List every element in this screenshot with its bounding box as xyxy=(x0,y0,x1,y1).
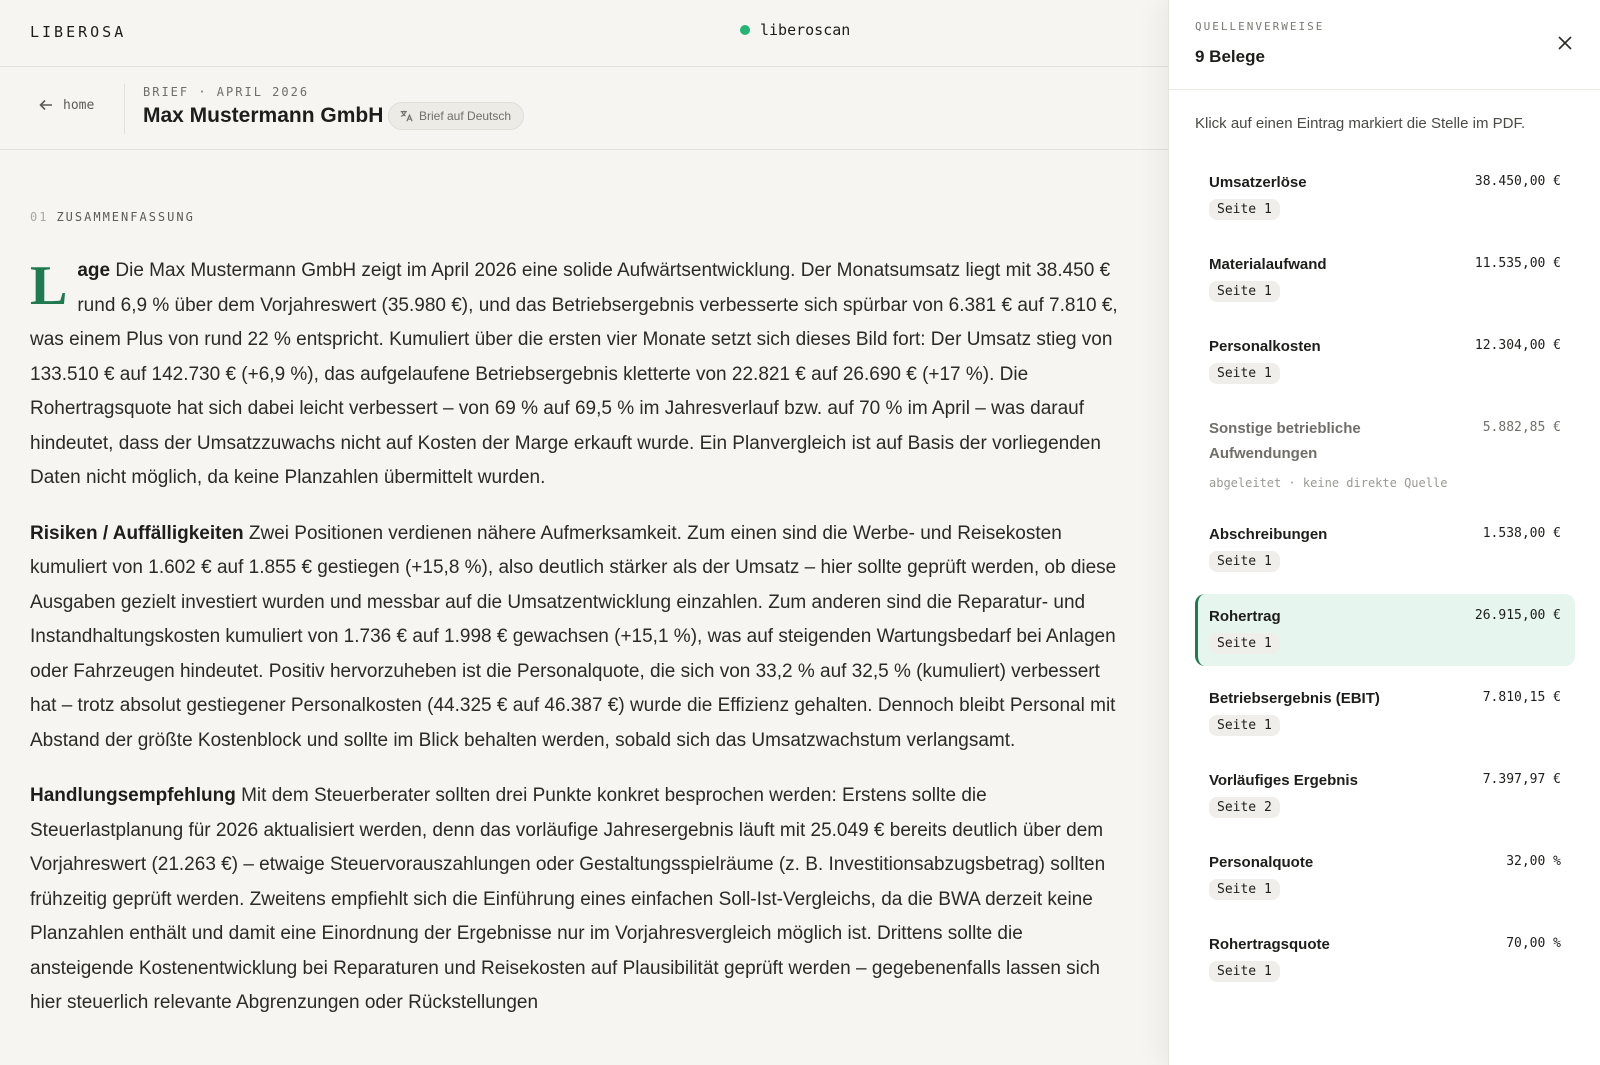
page-reference-chip[interactable]: Seite 1 xyxy=(1209,199,1280,220)
source-entry-row xyxy=(1209,932,1561,957)
page-reference-chip[interactable]: Seite 1 xyxy=(1209,281,1280,302)
source-entry[interactable] xyxy=(1195,324,1575,396)
section-title: ZUSAMMENFASSUNG xyxy=(56,210,195,224)
source-entry[interactable] xyxy=(1195,922,1575,994)
source-list xyxy=(1195,160,1575,994)
divider xyxy=(124,84,125,134)
home-back-link[interactable] xyxy=(38,97,94,113)
source-entry-name: Rohertragsquote xyxy=(1209,936,1330,953)
arrow-left-icon xyxy=(38,97,54,113)
source-entry[interactable] xyxy=(1195,160,1575,232)
source-entry-name: Sonstige betriebliche Aufwendungen xyxy=(1209,420,1361,462)
source-entry-row xyxy=(1209,416,1561,466)
page-reference-chip[interactable]: Seite 1 xyxy=(1209,551,1280,572)
source-entry-value: 11.535,00 € xyxy=(1474,256,1561,271)
source-entry-row xyxy=(1209,522,1561,547)
source-entry-row xyxy=(1209,170,1561,195)
source-entry-value: 5.882,85 € xyxy=(1482,420,1561,435)
source-entry-value: 1.538,00 € xyxy=(1482,526,1561,541)
source-entry-name: Vorläufiges Ergebnis xyxy=(1209,772,1358,789)
language-chip[interactable] xyxy=(388,102,524,130)
source-entry-name: Materialaufwand xyxy=(1209,256,1327,273)
panel-header xyxy=(1169,0,1600,90)
translate-icon xyxy=(399,109,413,123)
source-entry-name: Umsatzerlöse xyxy=(1209,174,1307,191)
source-entry-value: 38.450,00 € xyxy=(1474,174,1561,189)
paragraph-lead: age xyxy=(77,260,111,281)
scan-status xyxy=(740,21,850,39)
page-reference-chip[interactable]: Seite 1 xyxy=(1209,363,1280,384)
source-entry-value: 7.810,15 € xyxy=(1482,690,1561,705)
panel-kicker: QUELLENVERWEISE xyxy=(1195,20,1325,33)
source-entry-row xyxy=(1209,686,1561,711)
source-entry-row xyxy=(1209,334,1561,359)
source-entry-name: Personalquote xyxy=(1209,854,1314,871)
derived-note: abgeleitet · keine direkte Quelle xyxy=(1209,476,1448,490)
app-logo[interactable]: LIBEROSA xyxy=(30,23,127,41)
source-entry-value: 7.397,97 € xyxy=(1482,772,1561,787)
summary-content xyxy=(30,210,1130,1042)
panel-title: 9 Belege xyxy=(1195,47,1265,66)
source-entry[interactable] xyxy=(1195,758,1575,830)
panel-hint: Klick auf einen Eintrag markiert die Stelle im PDF. xyxy=(1195,115,1526,132)
paragraph-lead: Handlungsempfehlung xyxy=(30,785,236,806)
paragraph-body: Die Max Mustermann GmbH zeigt im April 2026 eine solide Aufwärtsentwicklung. Der Monatsumsatz liegt mit 38.450 € rund 6,9 % über dem Vorjahreswert (35.980 €), und das Betriebsergebnis verbesserte sich spürbar von 6.381 € auf 7.810 €, was einem Plus von rund 22 % entspricht. Kumuliert über die ersten vier Monate setzt sich dieses Bild fort: Der Umsatz stieg von 133.510 € auf 142.730 € (+6,9 %), das aufgelaufene Betriebsergebnis kletterte von 22.821 € auf 26.690 € (+17 %). Die Rohertragsquote hat sich dabei leicht verbessert – von 69 % auf 69,5 % im Jahresverlauf bzw. auf 70 % im April – was darauf hindeutet, dass der Umsatzzuwachs nicht auf Kosten der Marge erkauft wurde. Ein Planvergleich ist auf Basis der vorliegenden Daten nicht möglich, da keine Planzahlen übermittelt wurden. xyxy=(30,260,1118,488)
paragraph-lead: Risiken / Auffälligkeiten xyxy=(30,522,244,544)
risks-paragraph xyxy=(30,517,1130,759)
summary-paragraph xyxy=(30,254,1130,496)
language-chip-label: Brief auf Deutsch xyxy=(419,109,512,123)
source-entry-value: 32,00 % xyxy=(1506,854,1561,869)
page-title: Max Mustermann GmbH xyxy=(143,104,384,127)
source-entry-name: Abschreibungen xyxy=(1209,526,1328,543)
scan-status-label: liberoscan xyxy=(760,21,851,39)
source-entry-row xyxy=(1209,850,1561,875)
source-entry-row xyxy=(1209,604,1561,629)
document-meta: BRIEF · APRIL 2026 xyxy=(143,85,310,99)
source-entry-row xyxy=(1209,768,1561,793)
source-entry-value: 12.304,00 € xyxy=(1474,338,1561,353)
section-number: 01 xyxy=(30,210,49,224)
source-entry-value: 26.915,00 € xyxy=(1474,608,1561,623)
source-entry-name: Rohertrag xyxy=(1209,608,1281,625)
source-entry[interactable] xyxy=(1195,594,1575,666)
home-link-label: home xyxy=(63,97,95,113)
source-entry[interactable] xyxy=(1195,512,1575,584)
top-bar xyxy=(0,0,1168,67)
source-entry[interactable] xyxy=(1195,676,1575,748)
page-reference-chip[interactable]: Seite 1 xyxy=(1209,961,1280,982)
source-entry[interactable] xyxy=(1195,840,1575,912)
document-bar xyxy=(0,67,1168,150)
source-entry[interactable] xyxy=(1195,242,1575,314)
recommendation-paragraph xyxy=(30,779,1130,1021)
paragraph-body: Zwei Positionen verdienen nähere Aufmerksamkeit. Zum einen sind die Werbe- und Reisekosten kumuliert von 1.602 € auf 1.855 € gestiegen (+15,8 %), also deutlich stärker als der Umsatz – hier sollte geprüft werden, ob diese Ausgaben gezielt investiert wurden und messbar auf die Umsatzentwicklung einzahlen. Zum anderen sind die Reparatur- und Instandhaltungskosten kumuliert von 1.736 € auf 1.998 € gewachsen (+15,1 %), was auf steigenden Wartungsbedarf bei Anlagen oder Fahrzeugen hindeutet. Positiv hervorzuheben ist die Personalquote, die sich von 33,2 % auf 32,5 % (kumuliert) verbessert hat – trotz absolut gestiegener Personalkosten (44.325 € auf 46.387 €) wurde die Effizienz gehalten. Dennoch bleibt Personal mit Abstand der größte Kostenblock und sollte im Blick behalten werden, sobald sich das Umsatzwachstum verlangsamt. xyxy=(30,522,1117,751)
page-reference-chip[interactable]: Seite 1 xyxy=(1209,715,1280,736)
status-dot-icon xyxy=(740,25,750,35)
close-icon[interactable] xyxy=(1554,32,1576,54)
sources-panel xyxy=(1168,0,1600,1065)
page-reference-chip[interactable]: Seite 2 xyxy=(1209,797,1280,818)
paragraph-body: Mit dem Steuerberater sollten drei Punkte konkret besprochen werden: Erstens sollte die Steuerlastplanung für 2026 aktualisiert werden, denn das vorläufige Jahresergebnis läuft mit 25.049 € bereits deutlich über dem Vorjahreswert (21.263 €) – etwaige Steuervorauszahlungen oder Gestaltungsspielräume (z. B. Investitionsabzugsbetrag) sollten frühzeitig geprüft werden. Zweitens empfiehlt sich die Einführung eines einfachen Soll-Ist-Vergleichs, da die BWA derzeit keine Planzahlen enthält und damit eine Einordnung der Ergebnisse nur im Vorjahresvergleich möglich ist. Drittens sollte die ansteigende Kostenentwicklung bei Reparaturen und Reisekosten auf Plausibilität geprüft werden – gegebenenfalls lassen sich hier steuerlich relevante Abgrenzungen oder Rückstellungen xyxy=(30,785,1106,1013)
dropcap: L xyxy=(30,255,68,317)
section-label xyxy=(30,210,1130,224)
source-entry[interactable] xyxy=(1195,406,1575,502)
page-reference-chip[interactable]: Seite 1 xyxy=(1209,879,1280,900)
source-entry-row xyxy=(1209,252,1561,277)
source-entry-value: 70,00 % xyxy=(1506,936,1561,951)
page-reference-chip[interactable]: Seite 1 xyxy=(1209,633,1280,654)
source-entry-name: Betriebsergebnis (EBIT) xyxy=(1209,690,1380,707)
source-entry-name: Personalkosten xyxy=(1209,338,1321,355)
